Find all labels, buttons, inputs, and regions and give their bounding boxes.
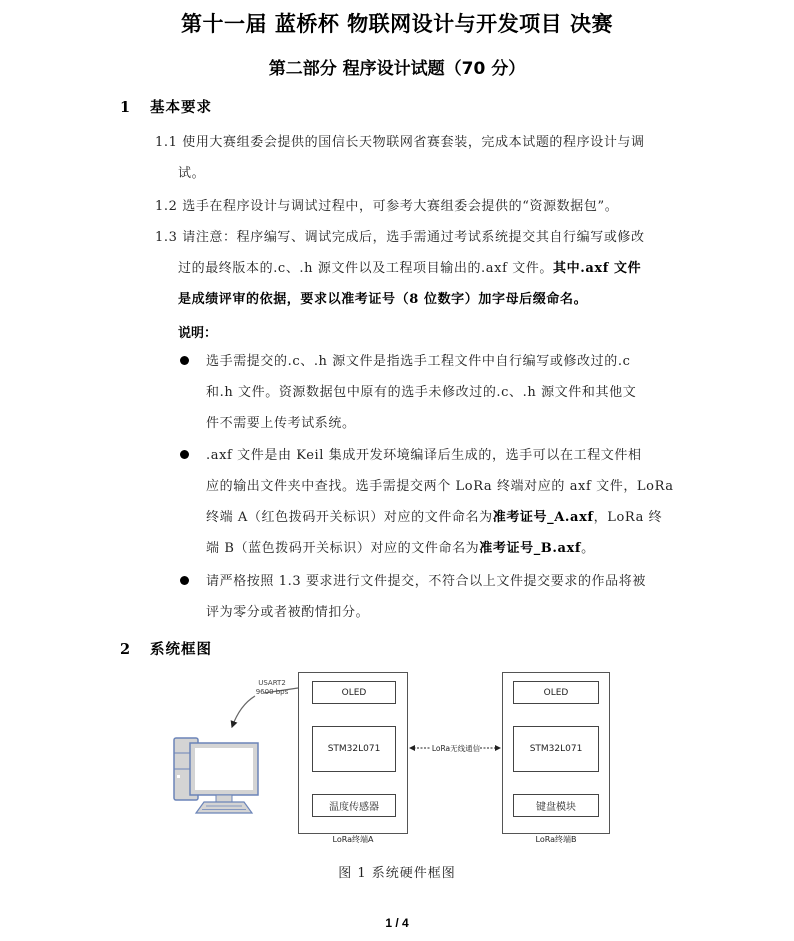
item-text: 请注意：程序编写、调试完成后，选手需通过考试系统提交其自行编写或修改: [182, 230, 645, 245]
section-number: 2: [120, 641, 132, 658]
item-1-1-cont: 试。: [178, 166, 206, 181]
bullet-text: ，LoRa 终: [593, 510, 663, 525]
temp-sensor-block: 温度传感器: [312, 794, 396, 817]
usart-label: [250, 679, 294, 697]
bullet-line: [206, 533, 686, 564]
item-1-1: [155, 127, 685, 158]
emphasis-text: 是成绩评审的依据，要求以准考证号（8 位数字）加字母后缀命名。: [178, 292, 588, 307]
item-text: 使用大赛组委会提供的国信长天物联网省赛套装，完成本试题的程序设计与调: [182, 135, 645, 150]
bullet-item-3: [206, 566, 686, 628]
bullet-line: .axf 文件是由 Keil 集成开发环境编译后生成的，选手可以在工程文件相: [206, 448, 642, 463]
item-1-3-line3: [178, 284, 698, 315]
figure-caption: 图 1 系统硬件框图: [338, 866, 456, 881]
note-label: 说明：: [178, 326, 218, 341]
bullet-line: 应的输出文件夹中查找。选手需提交两个 LoRa 终端对应的 axf 文件，LoRa: [206, 479, 674, 494]
section-title: 基本要求: [150, 99, 212, 116]
baud-rate: 9600 bps: [255, 688, 289, 696]
item-1-3-line2: [178, 253, 698, 284]
section-number: 1: [120, 99, 132, 116]
bullet-item-1: [206, 346, 686, 439]
item-number: 1.3: [155, 230, 178, 245]
section-title: 系统框图: [150, 641, 212, 658]
bullet-text: 端 B（蓝色拨码开关标识）对应的文件命名为: [206, 541, 480, 556]
bullet-line: 选手需提交的.c、.h 源文件是指选手工程文件中自行编写或修改过的.c: [206, 354, 631, 369]
emphasis-text: 其中.axf 文件: [553, 261, 642, 276]
bullet-icon: [180, 356, 189, 365]
bullet-text: 终端 A（红色拨码开关标识）对应的文件命名为: [206, 510, 493, 525]
bullet-line: 件不需要上传考试系统。: [206, 416, 356, 431]
terminal-a-label: LoRa终端A: [332, 835, 374, 844]
document-title: 第十一届 蓝桥杯 物联网设计与开发项目 决赛: [181, 12, 613, 36]
item-1-2: [155, 191, 695, 222]
bullet-text: 。: [581, 541, 595, 556]
oled-block-b: OLED: [513, 681, 599, 704]
filename-b: 准考证号_B.axf: [479, 541, 582, 556]
bullet-line: [206, 502, 686, 533]
bullet-icon: [180, 576, 189, 585]
bullet-line: 请严格按照 1.3 要求进行文件提交，不符合以上文件提交要求的作品将被: [206, 574, 646, 589]
item-text: 过的最终版本的.c、.h 源文件以及工程项目输出的.axf 文件。: [178, 261, 554, 276]
section-2-heading: [120, 638, 212, 659]
filename-a: 准考证号_A.axf: [492, 510, 594, 525]
bullet-line: 和.h 文件。资源数据包中原有的选手未修改过的.c、.h 源文件和其他文: [206, 385, 637, 400]
terminal-b-label: LoRa终端B: [535, 835, 577, 844]
item-1-3: [155, 222, 695, 253]
bullet-line: 评为零分或者被酌情扣分。: [206, 605, 370, 620]
mcu-block-b: STM32L071: [513, 726, 599, 772]
oled-block-a: OLED: [312, 681, 396, 704]
usart-name: USART2: [258, 679, 286, 687]
page-number: 1 / 4: [385, 916, 409, 930]
bullet-icon: [180, 450, 189, 459]
section-1-heading: [120, 96, 212, 117]
system-block-diagram: [160, 665, 630, 850]
item-number: 1.2: [155, 199, 178, 214]
bullet-item-2: [206, 440, 686, 564]
lora-link-label: LoRa无线通信: [431, 744, 481, 753]
item-text: 选手在程序设计与调试过程中，可参考大赛组委会提供的“资源数据包”。: [182, 199, 619, 214]
keypad-block: 键盘模块: [513, 794, 599, 817]
computer-icon: [174, 738, 258, 813]
document-subtitle: 第二部分 程序设计试题（70 分）: [268, 59, 526, 79]
item-number: 1.1: [155, 135, 178, 150]
mcu-block-a: STM32L071: [312, 726, 396, 772]
